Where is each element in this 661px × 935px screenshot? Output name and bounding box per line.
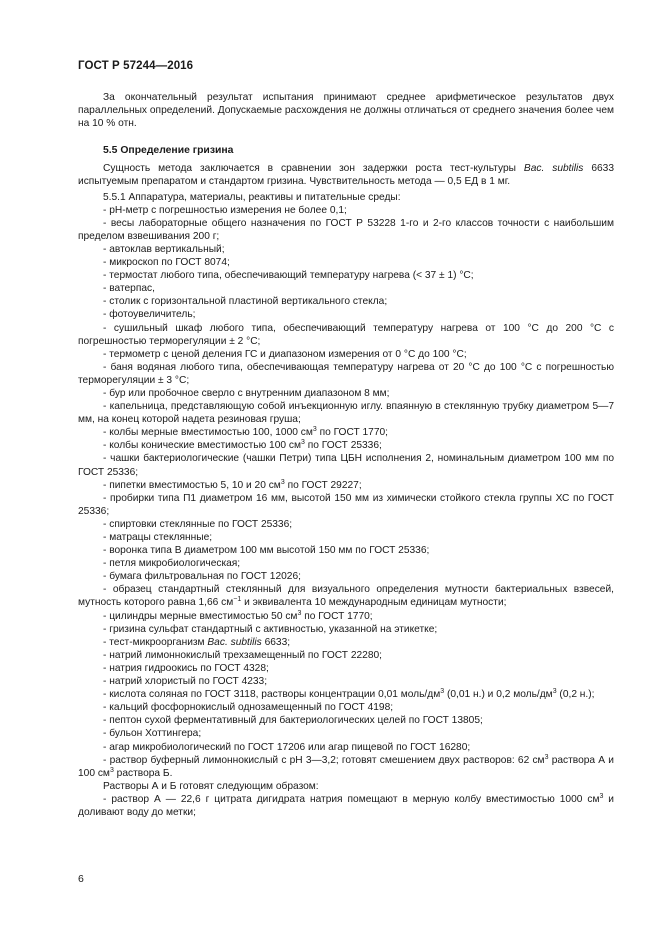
organism-name: Bac. subtilis	[207, 636, 262, 648]
list-item-buffer	[78, 754, 614, 780]
text: 6633;	[261, 636, 291, 648]
list-item-petri: - чашки бактериологические (чашки Петри) типа ЦБН исполнения 2, номинальным диаметром 100 мм по ГОСТ 25336;	[78, 453, 614, 478]
intro-paragraph: За окончательный результат испытания принимают среднее арифметическое результатов двух параллельных определений. Допускаемые расхождения не должны отличаться от среднего значения более чем на 10 % отн.	[78, 92, 614, 130]
method-paragraph	[78, 162, 614, 188]
list-item: - ватерпас,	[103, 283, 155, 295]
text: - кислота соляная по ГОСТ 3118, растворы концентрации 0,01 моль/дм	[103, 689, 441, 701]
list-item-conical-flasks	[78, 439, 614, 452]
list-item: - столик с горизонтальной пластиной вертикального стекла;	[103, 296, 388, 308]
list-item: - капельница, представляющую собой инъекционную иглу. впаянную в стеклянную трубку диаметром 5—7 мм, на конец которой надета резиновая груша;	[78, 401, 614, 426]
list-item-turbidity	[78, 583, 614, 609]
list-item-hcl	[78, 688, 614, 701]
list-item: - баня водяная любого типа, обеспечивающая температуру нагрева от 20 °С до 100 °С с погрешностью терморегуляции ± 3 °С;	[78, 361, 614, 386]
list-item: - весы лабораторные общего назначения по ГОСТ Р 53228 1-го и 2-го классов точности с наибольшим пределом взвешивания 200 г;	[78, 217, 614, 242]
text: - цилиндры мерные вместимостью 50 см	[103, 610, 298, 622]
page-number: 6	[78, 873, 84, 885]
list-item-test-organism	[78, 636, 614, 649]
superscript: 3	[297, 609, 302, 617]
list-item: - спиртовки стеклянные по ГОСТ 25336;	[103, 518, 293, 530]
list-item-pipettes	[78, 479, 614, 492]
section-title: 5.5 Определение гризина	[103, 145, 234, 157]
text: (0,2 н.);	[556, 689, 595, 701]
list-item: - натрия гидроокись по ГОСТ 4328;	[103, 662, 269, 674]
text: - пипетки вместимостью 5, 10 и 20 см	[103, 479, 281, 491]
superscript: 3	[552, 688, 557, 696]
list-item: - натрий лимоннокислый трехзамещенный по ГОСТ 22280;	[103, 649, 382, 661]
text: - колбы мерные вместимостью 100, 1000 см	[103, 427, 313, 439]
text: по ГОСТ 29227;	[284, 479, 362, 491]
list-item: - пробирки типа П1 диаметром 16 мм, высотой 150 мм из химически стойкого стекла группы ХС по ГОСТ 25336;	[78, 492, 614, 517]
list-item: - агар микробиологический по ГОСТ 17206 или агар пищевой по ГОСТ 16280;	[103, 741, 471, 753]
list-item: - матрацы стеклянные;	[103, 532, 213, 543]
list-item: - автоклав вертикальный;	[103, 243, 225, 255]
text: раствора А и 100 см	[78, 754, 614, 779]
method-text-start: Сущность метода заключается в сравнении зон задержки роста тест-культуры	[103, 163, 524, 175]
list-item-cylinders	[78, 610, 614, 623]
superscript: 3	[440, 688, 445, 696]
text: - раствор буферный лимоннокислый с рН 3—3,2; готовят смешением двух растворов: 62 см	[103, 754, 545, 766]
method-organism: Bac. subtilis	[523, 163, 584, 175]
superscript: −1	[233, 596, 242, 604]
list-item: - бумага фильтровальная по ГОСТ 12026;	[103, 571, 301, 583]
text: по ГОСТ 1770;	[316, 427, 389, 439]
list-item: - сушильный шкаф любого типа, обеспечивающий температуру нагрева от 100 °С до 200 °С с погрешностью терморегуляции ± 2 °С;	[78, 322, 614, 347]
text: - раствор А — 22,6 г цитрата дигидрата натрия помещают в мерную колбу вместимостью 1000 см	[103, 793, 600, 805]
method-text-end: 6633 испытуемым препаратом и стандартом гризина. Чувствительность метода — 0,5 ЕД в 1 мг.	[78, 163, 614, 188]
list-item: - бур или пробочное сверло с внутренним диапазоном 8 мм;	[103, 387, 390, 399]
superscript: 3	[280, 478, 285, 486]
list-item-solution-a	[78, 793, 614, 819]
list-item: - натрий хлористый по ГОСТ 4233;	[103, 676, 268, 688]
text: и эквивалента 10 международным единицам мутности;	[241, 597, 507, 609]
list-item: - петля микробиологическая;	[103, 558, 241, 570]
list-item: - пептон сухой ферментативный для бактериологических целей по ГОСТ 13805;	[103, 715, 483, 727]
text: (0,01 н.) и 0,2 моль/дм	[444, 689, 553, 701]
superscript: 3	[312, 426, 317, 434]
text: - тест-микроорганизм	[103, 636, 208, 648]
prep-intro: Растворы А и Б готовят следующим образом:	[103, 780, 319, 792]
list-item: - воронка типа В диаметром 100 мм высотой 150 мм по ГОСТ 25336;	[103, 545, 430, 557]
document-header: ГОСТ Р 57244—2016	[78, 60, 194, 72]
superscript: 3	[544, 753, 549, 761]
list-item: - рН-метр с погрешностью измерения не более 0,1;	[103, 204, 347, 216]
list-item: - бульон Хоттингера;	[103, 728, 202, 740]
list-item: - термостат любого типа, обеспечивающий температуру нагрева (< 37 ± 1) °С;	[103, 270, 474, 282]
text: по ГОСТ 1770;	[301, 610, 373, 622]
text: по ГОСТ 25336;	[304, 440, 382, 452]
list-item: - микроскоп по ГОСТ 8074;	[103, 257, 230, 269]
list-item: - кальций фосфорнокислый однозамещенный по ГОСТ 4198;	[103, 702, 394, 714]
superscript: 3	[599, 792, 604, 800]
list-item: - фотоувеличитель;	[103, 309, 196, 321]
text: раствора Б.	[113, 767, 173, 779]
superscript: 3	[109, 766, 114, 774]
text: - образец стандартный стеклянный для визуального определения мутности бактериальных взвесей, мутность которого равна 1,66 см	[78, 584, 614, 609]
list-item-grisin-standard: - гризина сульфат стандартный с активностью, указанной на этикетке;	[103, 623, 438, 635]
list-item: - термометр с ценой деления ГС и диапазоном измерения от 0 °С до 100 °С;	[103, 348, 467, 360]
document-body	[78, 91, 614, 819]
text: - колбы конические вместимостью 100 см	[103, 440, 301, 452]
subsection-title: 5.5.1 Аппаратура, материалы, реактивы и питательные среды:	[103, 191, 401, 203]
text: и доливают воду до метки;	[78, 793, 614, 818]
list-item-flasks	[78, 426, 614, 439]
superscript: 3	[301, 439, 305, 447]
